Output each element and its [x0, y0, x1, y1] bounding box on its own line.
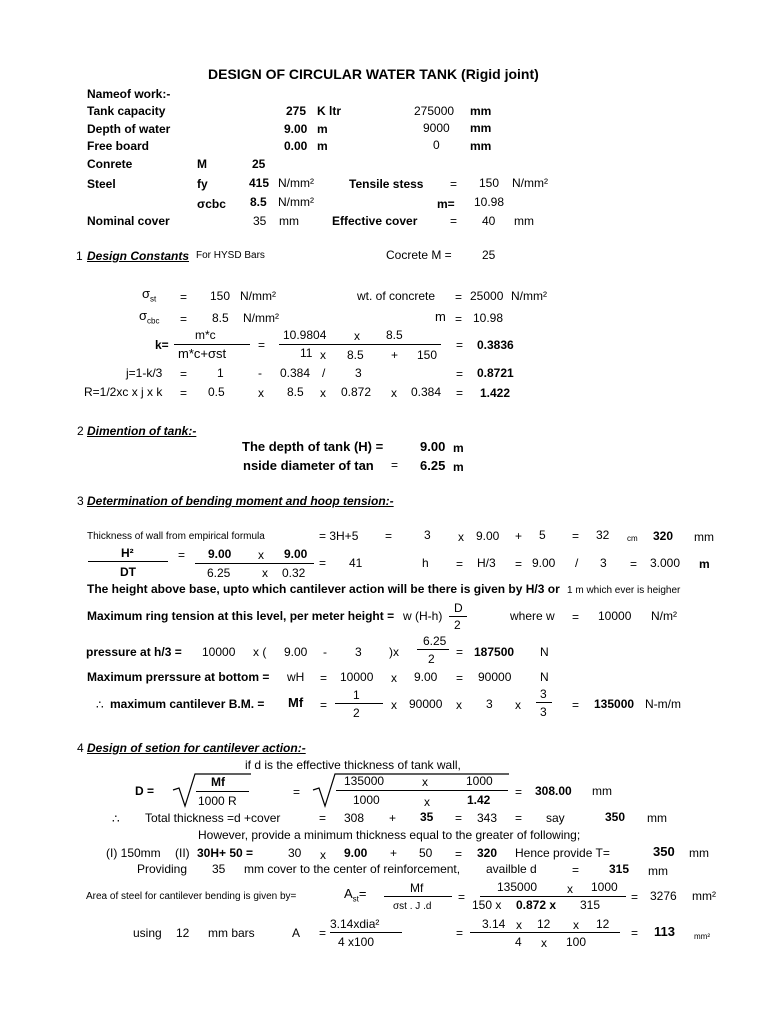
thickness-formula: = 3H+5 — [319, 529, 359, 543]
max-bm-x3: x — [515, 698, 521, 712]
hd-den-1: 6.25 — [207, 566, 231, 580]
h-eq-3: = — [630, 557, 638, 571]
free-board-label: Free board — [87, 139, 150, 153]
max-bm-frac-num: 1 — [353, 688, 360, 702]
sigma-st-eq: = — [180, 290, 188, 304]
j-b: 0.384 — [280, 366, 311, 380]
total-thickness-plus: + — [389, 811, 397, 825]
pressure-unit: N — [540, 645, 549, 659]
ast-den-1: 150 x — [472, 898, 502, 912]
h-a: 9.00 — [532, 556, 556, 570]
ast-eq-2: = — [458, 890, 466, 904]
available-d-unit: mm — [648, 864, 668, 878]
ring-tension-frac-den: 2 — [454, 618, 461, 632]
tank-capacity-value2: 275000 — [414, 104, 455, 118]
pressure-result: 187500 — [474, 645, 515, 659]
option-2-a: 30 — [288, 846, 302, 860]
d-den-x: x — [424, 795, 430, 809]
max-bm-frac2-den: 3 — [540, 705, 547, 719]
ast-result: 3276 — [650, 889, 677, 903]
pressure-frac-num: 6.25 — [423, 634, 447, 648]
bar-area-result: 113 — [654, 924, 675, 939]
option-2-b: 9.00 — [344, 846, 368, 860]
free-board-unit2: mm — [470, 139, 492, 153]
max-pressure-x: x — [391, 671, 397, 685]
providing-label: Providing — [137, 862, 188, 876]
h-b: 3 — [600, 556, 607, 570]
free-board-value2: 0 — [433, 138, 440, 152]
thickness-c: 5 — [539, 528, 546, 542]
nominal-cover-unit: mm — [279, 214, 299, 228]
pressure-a: 10000 — [202, 645, 236, 659]
hd-numerator: H² — [121, 546, 134, 560]
section-4-number: 4 — [77, 741, 84, 755]
depth-value: 9.00 — [284, 122, 308, 136]
j-divide: / — [322, 366, 326, 380]
max-pressure-label: Maximum prerssure at bottom = — [87, 670, 270, 684]
ast-denominator: σst . J .d — [393, 901, 432, 912]
r-c: 0.872 — [341, 385, 372, 399]
thickness-eq-2: = — [572, 529, 580, 543]
h-result: 3.000 — [650, 556, 681, 570]
depth-label: Depth of water — [87, 122, 171, 136]
h-label: h — [422, 556, 429, 570]
scbc-value: 8.5 — [250, 195, 267, 209]
sigma-cbc-symbol: $\sigma_{cbc}$ — [139, 308, 160, 326]
bar-text: mm bars — [208, 926, 255, 940]
tank-capacity-label: Tank capacity — [87, 104, 166, 118]
section-1-number: 1 — [76, 249, 83, 263]
option-1: (I) 150mm — [106, 846, 161, 860]
name-of-work-label: Nameof work:- — [87, 87, 171, 101]
sigma-st-unit: N/mm² — [240, 289, 276, 303]
ring-tension-eq: = — [572, 610, 580, 624]
bar-den-2: 100 — [566, 935, 587, 949]
concrete-grade-value: 25 — [482, 248, 496, 262]
total-thickness-a: 308 — [344, 811, 365, 825]
scbc-unit: N/mm² — [278, 195, 314, 209]
bar-num-2: 12 — [537, 917, 551, 931]
available-d-value: 315 — [609, 862, 630, 876]
pressure-label: pressure at h/3 = — [86, 645, 182, 659]
ring-tension-w-value: 10000 — [598, 609, 632, 623]
pressure-x: x ( — [253, 645, 267, 659]
d-eq-2: = — [515, 785, 523, 799]
hence-provide-value: 350 — [653, 844, 675, 859]
hd-eq: = — [178, 548, 186, 562]
hence-provide-unit: mm — [689, 846, 709, 860]
total-thickness-provided: 350 — [605, 810, 626, 824]
max-bm-eq-2: = — [572, 698, 580, 712]
m-value: 10.98 — [473, 311, 504, 325]
option-2-eq: = — [455, 847, 463, 861]
pressure-c: 3 — [355, 645, 362, 659]
total-thickness-b: 35 — [420, 810, 434, 824]
max-bm-x2: x — [456, 698, 462, 712]
k-den-2: 8.5 — [347, 348, 364, 362]
unit-weight-eq: = — [455, 290, 463, 304]
k-num-1: 10.9804 — [283, 328, 327, 342]
max-bm-b: 3 — [486, 697, 493, 711]
j-eq-2: = — [456, 367, 464, 381]
bar-diameter: 12 — [176, 926, 190, 940]
d-numerator: Mf — [211, 775, 225, 789]
hd-den-x: x — [262, 566, 268, 580]
ast-unit: mm² — [692, 889, 716, 903]
pressure-frac-den: 2 — [428, 652, 435, 666]
tensile-stress-label: Tensile stess — [349, 177, 424, 191]
ast-num-1: 135000 — [497, 880, 538, 894]
total-thickness-eq-2: = — [455, 811, 463, 825]
steel-fy-value: 415 — [249, 176, 270, 190]
total-thickness-eq: = — [319, 811, 327, 825]
hd-num-2: 9.00 — [284, 547, 308, 561]
k-den-1: 11 — [300, 346, 313, 360]
free-board-unit: m — [317, 139, 328, 153]
nominal-cover-label: Nominal cover — [87, 214, 170, 228]
tank-capacity-unit2: mm — [470, 104, 492, 118]
tank-capacity-value: 275 — [286, 104, 307, 118]
bar-area-eq: = — [319, 926, 327, 940]
diameter-label: nside diameter of tan — [243, 458, 374, 473]
ast-num-x: x — [567, 882, 573, 896]
bar-area-numerator: 3.14xdia² — [330, 917, 380, 931]
tensile-stress-value: 150 — [479, 176, 500, 190]
bar-den-x: x — [541, 936, 547, 950]
hd-den-2: 0.32 — [282, 566, 306, 580]
r-b: 8.5 — [287, 385, 304, 399]
unit-weight-label: wt. of concrete — [357, 289, 436, 303]
max-bm-unit: N-m/m — [645, 697, 681, 711]
thickness-mm: 320 — [653, 529, 674, 543]
max-bm-symbol: Mf — [288, 695, 304, 710]
option-2-formula: 30H+ 50 = — [197, 846, 254, 860]
ring-tension-where: where w — [510, 609, 555, 623]
scbc-symbol: σcbc — [197, 197, 226, 211]
max-pressure-result: 90000 — [478, 670, 512, 684]
thickness-result: 32 — [596, 528, 610, 542]
total-thickness-result: 343 — [477, 811, 498, 825]
section-2-number: 2 — [77, 424, 84, 438]
d-num-x: x — [422, 775, 428, 789]
tensile-stress-unit: N/mm² — [512, 176, 548, 190]
max-bm-frac-den: 2 — [353, 706, 360, 720]
bar-area-unit: mm² — [694, 932, 710, 941]
unit-weight-value: 25000 — [470, 289, 504, 303]
section-2-title: Dimention of tank:- — [87, 424, 197, 438]
ast-symbol: $A_{st}=$ — [344, 886, 367, 904]
option-2-result: 320 — [477, 846, 498, 860]
ast-eq-3: = — [631, 890, 639, 904]
hd-eq-2: = — [319, 556, 327, 570]
max-bm-label: maximum cantilever B.M. = — [110, 697, 265, 711]
total-thickness-unit: mm — [647, 811, 667, 825]
nominal-cover-value: 35 — [253, 214, 267, 228]
j-minus: - — [258, 366, 262, 380]
option-2-label: (II) — [175, 846, 190, 860]
h-eq: = — [456, 557, 464, 571]
d-result: 308.00 — [535, 784, 572, 798]
providing-cover: 35 — [212, 862, 226, 876]
r-label: R=1/2xc x j x k — [84, 385, 163, 399]
thickness-eq: = — [385, 529, 393, 543]
ast-label: Area of steel for cantilever bending is given by= — [86, 891, 297, 902]
h-formula: H/3 — [477, 556, 496, 570]
m-label: m — [435, 309, 446, 324]
steel-fy-unit: N/mm² — [278, 176, 314, 190]
r-a: 0.5 — [208, 385, 225, 399]
d-unit: mm — [592, 784, 612, 798]
steel-label: Steel — [87, 177, 116, 191]
cantilever-height-note: The height above base, upto which cantilever action will be there is given by H/3 or — [87, 582, 560, 596]
effective-cover-unit: mm — [514, 214, 534, 228]
concrete-symbol: M — [197, 157, 207, 171]
ast-den-3: 315 — [580, 898, 601, 912]
pressure-x2: )x — [389, 645, 399, 659]
d-label: D = — [135, 784, 155, 798]
d-den-1: 1000 — [353, 793, 380, 807]
hd-num-1: 9.00 — [208, 547, 232, 561]
page-title: DESIGN OF CIRCULAR WATER TANK (Rigid joint) — [208, 66, 539, 82]
depth-unit2: mm — [470, 121, 492, 135]
bar-area-symbol: A — [292, 926, 301, 940]
hd-result: 41 — [349, 556, 363, 570]
pressure-minus: - — [323, 645, 327, 659]
ast-den-2: 0.872 x — [516, 898, 557, 912]
section-3-title: Determination of bending moment and hoop tension:- — [87, 494, 394, 508]
effective-cover-label: Effective cover — [332, 214, 418, 228]
diameter-eq: = — [391, 458, 399, 472]
j-a: 1 — [217, 366, 224, 380]
cantilever-height-note-2: 1 m which ever is heigher — [567, 585, 681, 596]
tank-depth-label: The depth of tank (H) = — [242, 439, 384, 454]
m-eq: = — [455, 312, 463, 326]
tensile-stress-eq: = — [450, 177, 458, 191]
section-4-title: Design of setion for cantilever action:- — [87, 741, 306, 755]
j-c: 3 — [355, 366, 362, 380]
k-result: 0.3836 — [477, 338, 514, 352]
k-eq: = — [258, 338, 266, 352]
r-eq-2: = — [456, 386, 464, 400]
d-num-1: 135000 — [344, 774, 385, 788]
max-bm-eq: = — [320, 698, 328, 712]
max-pressure-a: 10000 — [340, 670, 374, 684]
h-eq-2: = — [515, 557, 523, 571]
d-eq: = — [293, 785, 301, 799]
k-den-x: x — [320, 348, 326, 362]
thickness-plus: + — [515, 529, 523, 543]
depth-unit: m — [317, 122, 328, 136]
tank-depth-unit: m — [453, 441, 464, 455]
therefore-symbol-2: ∴ — [112, 812, 120, 826]
bar-num-x2: x — [573, 918, 579, 932]
option-2-x: x — [320, 848, 326, 862]
providing-text: mm cover to the center of reinforcement, — [244, 862, 461, 876]
max-pressure-formula: wH — [287, 670, 305, 684]
bar-num-1: 3.14 — [482, 917, 506, 931]
k-denominator: m*c+σst — [178, 346, 227, 361]
r-d: 0.384 — [411, 385, 442, 399]
depth-value2: 9000 — [423, 121, 450, 135]
hence-provide-label: Hence provide T= — [515, 846, 610, 860]
pressure-eq: = — [456, 645, 464, 659]
max-pressure-unit: N — [540, 670, 549, 684]
bar-num-3: 12 — [596, 917, 610, 931]
section-3-number: 3 — [77, 494, 84, 508]
bar-area-eq-3: = — [631, 926, 639, 940]
ast-num-2: 1000 — [591, 880, 618, 894]
bar-using-label: using — [133, 926, 162, 940]
total-thickness-label: Total thickness =d +cover — [145, 811, 281, 825]
d-den-2: 1.42 — [467, 793, 491, 807]
k-num-2: 8.5 — [386, 328, 403, 342]
tank-depth-value: 9.00 — [420, 439, 446, 454]
k-den-plus: + — [391, 348, 399, 362]
r-x2: x — [320, 386, 326, 400]
modular-ratio-label: m= — [437, 197, 455, 211]
j-eq: = — [180, 367, 188, 381]
free-board-value: 0.00 — [284, 139, 308, 153]
pressure-b: 9.00 — [284, 645, 308, 659]
option-2-plus: + — [390, 846, 398, 860]
therefore-symbol: ∴ — [96, 698, 104, 712]
max-bm-frac2-num: 3 — [540, 687, 547, 701]
bar-area-denominator: 4 x100 — [338, 935, 375, 949]
sigma-st-symbol: $\sigma_{st}$ — [142, 286, 157, 304]
max-bm-a: 90000 — [409, 697, 443, 711]
max-pressure-eq: = — [320, 671, 328, 685]
sigma-st-value: 150 — [210, 289, 231, 303]
ring-tension-frac-num: D — [454, 601, 463, 615]
j-label: j=1-k/3 — [126, 366, 163, 380]
d-num-2: 1000 — [466, 774, 493, 788]
k-label: k= — [155, 338, 169, 352]
sigma-cbc-value: 8.5 — [212, 311, 229, 325]
max-bm-x: x — [391, 698, 397, 712]
thickness-b: 9.00 — [476, 529, 500, 543]
thickness-unit: cm — [627, 534, 638, 543]
h-unit: m — [699, 557, 710, 571]
available-d-eq: = — [572, 863, 580, 877]
tank-capacity-unit: K ltr — [317, 104, 341, 118]
j-result: 0.8721 — [477, 366, 514, 380]
max-pressure-eq-2: = — [456, 671, 464, 685]
ring-tension-formula: w (H-h) — [403, 609, 443, 623]
concrete-label: Conrete — [87, 157, 133, 171]
bar-area-eq-2: = — [456, 926, 464, 940]
r-eq: = — [180, 386, 188, 400]
diameter-value: 6.25 — [420, 458, 446, 473]
sigma-cbc-unit: N/mm² — [243, 311, 279, 325]
thickness-formula-label: Thickness of wall from empirical formula — [87, 531, 265, 542]
hd-denominator: DT — [120, 565, 136, 579]
effective-cover-value: 40 — [482, 214, 496, 228]
max-bm-result: 135000 — [594, 697, 635, 711]
k-eq-2: = — [456, 338, 464, 352]
bar-num-x: x — [516, 918, 522, 932]
modular-ratio-value: 10.98 — [474, 195, 505, 209]
max-pressure-b: 9.00 — [414, 670, 438, 684]
ring-tension-w-unit: N/m² — [651, 609, 677, 623]
ast-numerator: Mf — [410, 881, 424, 895]
steel-symbol: fy — [197, 177, 208, 191]
total-thickness-eq-3: = — [515, 811, 523, 825]
k-numerator: m*c — [195, 328, 216, 342]
total-thickness-say: say — [546, 811, 565, 825]
hd-num-x: x — [258, 548, 264, 562]
available-d-label: availble d — [486, 862, 537, 876]
section-1-title: Design Constants — [87, 249, 190, 263]
k-den-3: 150 — [417, 348, 438, 362]
thickness-mm-unit: mm — [694, 530, 714, 544]
thickness-a: 3 — [424, 528, 431, 542]
effective-cover-eq: = — [450, 214, 458, 228]
r-x3: x — [391, 386, 397, 400]
section-1-subtitle: For HYSD Bars — [196, 250, 265, 261]
effective-thickness-note: if d is the effective thickness of tank wall, — [245, 758, 461, 772]
k-num-x: x — [354, 329, 360, 343]
bar-den-1: 4 — [515, 935, 522, 949]
unit-weight-unit: N/mm² — [511, 289, 547, 303]
r-x1: x — [258, 386, 264, 400]
thickness-x: x — [458, 530, 464, 544]
option-2-c: 50 — [419, 846, 433, 860]
concrete-grade-label: Cocrete M = — [386, 248, 452, 262]
diameter-unit: m — [453, 460, 464, 474]
h-divide: / — [575, 556, 579, 570]
min-thickness-note: However, provide a minimum thickness equal to the greater of following; — [198, 828, 581, 842]
d-denominator: 1000 R — [198, 794, 237, 808]
concrete-value: 25 — [252, 157, 266, 171]
ring-tension-label: Maximum ring tension at this level, per meter height = — [87, 609, 395, 623]
sigma-cbc-eq: = — [180, 312, 188, 326]
r-result: 1.422 — [480, 386, 511, 400]
